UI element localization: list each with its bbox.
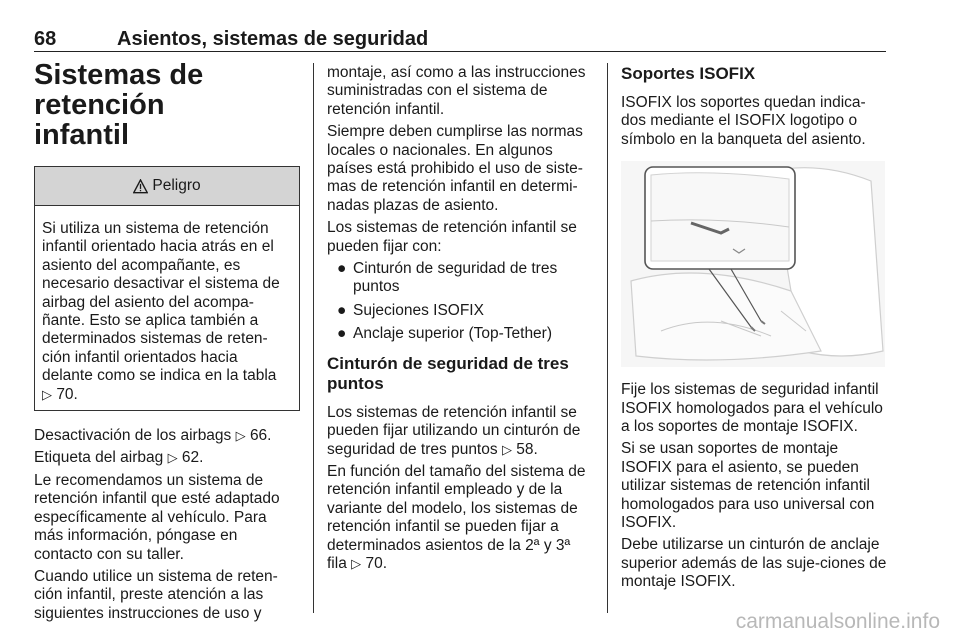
warning-triangle-icon [133, 179, 148, 194]
page-ref-link[interactable]: 66. [249, 427, 272, 445]
warning-title: Peligro [152, 176, 201, 194]
list-item-text: Cinturón de seguridad de tres puntos [353, 260, 558, 296]
warning-body [35, 206, 299, 410]
page-ref-arrow-icon: ▷ [42, 386, 52, 402]
page-number: 68 [34, 28, 57, 50]
paragraph: Fije los sistemas de seguridad infantil ISOFIX homologados para el vehículo a los soportes de montaje ISOFIX. [621, 381, 883, 436]
paragraph: Si se usan soportes de montaje ISOFIX para el asiento, se pueden utilizar sistemas de retención infantil homologados para uso universal con ISOFIX. [621, 440, 875, 532]
bullet-icon: ● [337, 325, 347, 343]
list-item [327, 260, 590, 297]
page-ref-arrow-icon: ▷ [351, 555, 362, 571]
paragraph-text: Desactivación de los airbags [34, 427, 232, 445]
warning-text: Si utiliza un sistema de retención infantil orientado hacia atrás en el asiento del acompañante, es necesario desactivar el sistema de airbag del asiento del acompa-ñante. Esto se aplica también a determinados sistemas de reten-ción infantil orientados hacia delante como se indica en la tabla [42, 220, 280, 385]
warning-page-ref[interactable]: 70. [56, 385, 78, 403]
list-item-text: Anclaje superior (Top-Tether) [353, 325, 553, 343]
paragraph: Los sistemas de retención infantil se pueden fijar con: [327, 219, 577, 255]
warning-header [35, 167, 299, 206]
paragraph [34, 427, 300, 445]
paragraph-text: Los sistemas de retención infantil se pueden fijar utilizando un cinturón de seguridad de tres puntos [327, 403, 581, 458]
bullet-icon: ● [337, 301, 347, 319]
watermark: carmanualsonline.info [735, 610, 940, 633]
page-ref-link[interactable]: 62. [181, 449, 204, 467]
paragraph: Le recomendamos un sistema de retención infantil que esté adaptado específicamente al vehículo. Para más información, póngase en contacto con su taller. [34, 471, 280, 563]
paragraph: Siempre deben cumplirse las normas locales o nacionales. En algunos países está prohibido el uso de siste-mas de retención infantil en determi-nadas plazas de asiento. [327, 123, 583, 214]
isofix-seat-drawing [621, 161, 885, 367]
paragraph: montaje, así como a las instrucciones suministradas con el sistema de retención infantil. [327, 64, 586, 118]
column-2 [327, 64, 590, 577]
section-title-line-2: infantil [34, 119, 130, 151]
bullet-icon: ● [337, 260, 347, 278]
list-item [327, 325, 590, 343]
paragraph: Debe utilizarse un cinturón de anclaje superior además de las suje-ciones de montaje ISOFIX. [621, 536, 887, 591]
column-divider-2 [607, 63, 608, 613]
header-rule [34, 51, 886, 52]
list-item [327, 302, 590, 320]
paragraph [327, 463, 590, 573]
page-header [34, 28, 886, 48]
page-ref-link[interactable]: 70. [365, 554, 388, 572]
page-ref-link[interactable]: 58. [516, 440, 538, 458]
page-ref-arrow-icon: ▷ [235, 428, 246, 444]
section-title [34, 60, 300, 150]
column-3 [621, 64, 887, 596]
column-1 [34, 60, 300, 627]
running-title: Asientos, sistemas de seguridad [117, 28, 429, 50]
section-title-line-1: Sistemas de retención [34, 59, 204, 121]
paragraph: ISOFIX los soportes quedan indica-dos mediante el ISOFIX logotipo o símbolo en la banqueta del asiento. [621, 94, 866, 148]
isofix-seat-illustration [621, 161, 885, 367]
paragraph-text: En función del tamaño del sistema de retención infantil empleado y de la variante del modelo, los sistemas de retención infantil se pueden fijar a determinados asientos de la 2ª y 3ª fila [327, 462, 586, 572]
page-ref-arrow-icon: ▷ [167, 450, 178, 466]
page-ref-arrow-icon: ▷ [501, 441, 512, 457]
warning-box [34, 166, 300, 411]
paragraph [327, 404, 590, 459]
paragraph [34, 449, 300, 467]
subheading: Soportes ISOFIX [621, 64, 756, 83]
list-item-text: Sujeciones ISOFIX [353, 301, 484, 319]
subheading: Cinturón de seguridad de tres puntos [327, 353, 569, 393]
paragraph: Cuando utilice un sistema de reten-ción infantil, preste atención a las siguientes instrucciones de uso y [34, 567, 278, 622]
bullet-list [327, 260, 590, 344]
column-divider-1 [313, 63, 314, 613]
paragraph-text: Etiqueta del airbag [34, 449, 164, 467]
